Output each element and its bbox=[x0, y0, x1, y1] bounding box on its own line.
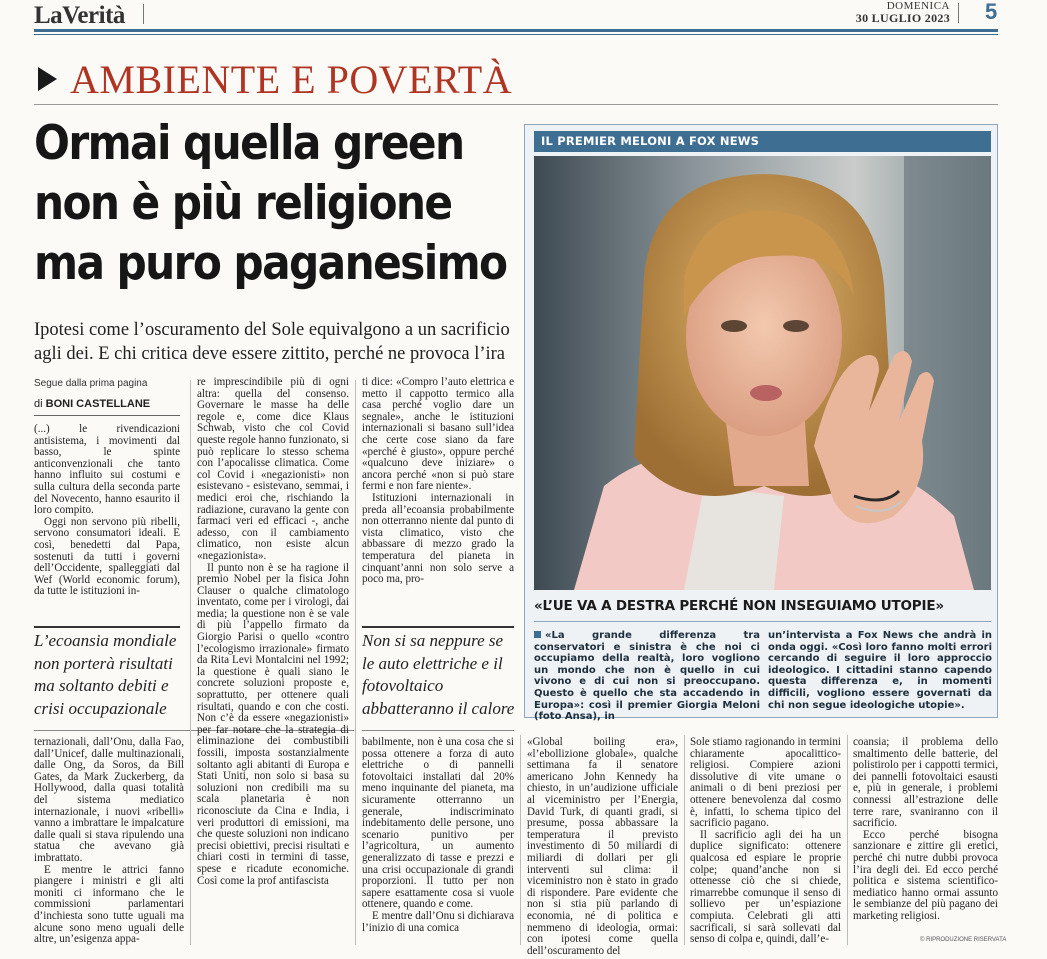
column-3-top bbox=[362, 377, 514, 586]
paragraph: Il punto non è se ha ragione il premio Nobel per la fisica John Clauser o qualche climatologo inventato, come per i virologi, dai media; la questione non è se vale di più l’appello firmato da Giorgio Parisi o quello «contro l’ecologismo irrazionale» firmato da Rita Levi Montalcini nel 1992; la questione è quali siano le concrete soluzioni proposte e, soprattutto, per ottenere quali risultati, quando e con che costi. Non c’è da essere «negazionisti» per far notare che la strategia di eliminazione dei combustibili fossili, imposta sostanzialmente soltanto agli abitanti di Europa e Stati Uniti, non solo si basa su soluzioni non credibili ma su scala planetaria è non riconosciute da Cina e India, i veri produttori di emissioni, ma che queste soluzioni non indicano precisi obiettivi, precisi risultati e chiari costi in termini di tasse, spese e ricadute economiche. Così come la prof antifascista bbox=[197, 561, 349, 887]
pull-quote-1: L’ecoansia mondiale non porterà risultati ma soltanto debiti e crisi occupazionale bbox=[34, 631, 177, 718]
author-name: BONI CASTELLANE bbox=[45, 398, 151, 410]
masthead-rule bbox=[34, 29, 998, 32]
headline-line-1: Ormai quella green bbox=[34, 116, 464, 171]
article-headline bbox=[34, 114, 507, 294]
photo-tag: IL PREMIER MELONI A FOX NEWS bbox=[534, 131, 991, 152]
byline bbox=[34, 398, 150, 410]
paragraph: Sole stiamo ragionando in termini chiaramente apocalittico-religiosi. Compiere azioni dissolutive di vite umane o animali o di beni preziosi per ottenere benevolenza dal cosmo è, infatti, lo schema tipico del sacrificio pagano. bbox=[690, 736, 841, 830]
masthead-day: DOMENICA bbox=[886, 0, 950, 12]
pull-quote-2: Non si sa neppure se le auto elettriche e il fotovoltaico abbatteranno il calore bbox=[362, 631, 515, 718]
pull-quote-rule-bottom bbox=[362, 730, 514, 731]
column-4 bbox=[527, 737, 678, 957]
photo-quote-title: «L’UE VA A DESTRA PERCHÉ NON INSEGUIAMO UTOPIE» bbox=[534, 598, 944, 614]
column-1-top bbox=[34, 424, 180, 598]
photo-illustration bbox=[534, 156, 991, 590]
column-divider bbox=[190, 380, 191, 945]
paragraph: E mentre le attrici fanno piangere i ministri e gli alti moniti ci informano che le commissioni parlamentari d’inchiesta sono tutte uguali ma alcune sono meno uguali delle altre, un’esigenza appa- bbox=[34, 863, 184, 946]
paragraph: Il sacrificio agli dei ha un duplice significato: ottenere qualcosa ed espiare le proprie colpe; quand’anche non si ottenesse ciò che si chiede, rimarrebbe comunque il senso di sollievo per un’espiazione compiuta. Celebrati gli atti sacrificali, si sarà sollevati dal senso di colpa e, quindi, dall’e- bbox=[690, 828, 841, 946]
paragraph: ternazionali, dall’Onu, dalla Fao, dall’Unicef, dalle multinazionali, dalle Ong, da Soros, da Bill Gates, da Mark Zuckerberg, da Hollywood, dalla quasi totalità del sistema mediatico internazionale, i nuovi «ribelli» vanno a imbrattare le impalcature dalle quali si stava ripulendo una statua che avevano già imbrattato. bbox=[34, 736, 184, 864]
pull-quote-rule bbox=[362, 626, 514, 628]
paragraph: Istituzioni internazionali in preda all’ecoansia probabilmente non otterranno niente dal punto di vista climatico, visto che abbassare di mezzo grado la temperatura del pianeta in cinquant’anni non solo serve a poco ma, pro- bbox=[362, 491, 514, 586]
copyright-notice: © RIPRODUZIONE RISERVATA bbox=[920, 937, 1007, 943]
masthead-date bbox=[800, 0, 950, 24]
section-title: AMBIENTE E POVERTÀ bbox=[70, 57, 513, 102]
article-subhead: Ipotesi come l’oscuramento del Sole equivalgono a un sacrificio agli dei. E chi critica deve essere zittito, perché ne provoca l’ira bbox=[34, 320, 510, 364]
photo-meloni bbox=[534, 156, 991, 590]
paragraph: Oggi non servono più ribelli, servono consumatori ideali. E così, benedetti dal Papa, sostenuti da tutti i governi dell’Occidente, spalleggiati dal Wef (World economic forum), da tutte le istituzioni in- bbox=[34, 515, 180, 598]
page-divider bbox=[958, 3, 959, 23]
section-rule bbox=[34, 104, 998, 105]
paragraph: «Global boiling era», «l’ebollizione globale», qualche settimana fa il senatore americano John Kennedy ha chiesto, in un’audizione ufficiale al viceministro per l’Energia, David Turk, di quanti gradi, si presume, possa abbassare la temperatura il previsto investimento di 50 miliardi di miliardi di dollari per gli interventi sul clima: il viceministro non è stato in grado di rispondere. Pare evidente che non si stia più parlando di economia, né di politica e nemmeno di ideologia, ormai: con ipotesi come quella dell’oscuramento del bbox=[527, 736, 678, 957]
paragraph: babilmente, non è una cosa che si possa ottenere a forza di auto elettriche o di pannelli fotovoltaici installati dal 20% meno inquinante del pianeta, ma sicuramente otterranno un generale, indiscriminato indebitamento delle persone, uno scenario punitivo per l’agricoltura, un aumento generalizzato di tasse e prezzi e una crisi occupazionale di grandi proporzioni. Il tutto per non sapere esattamente cosa si vuole ottenere, quando e come. bbox=[362, 736, 514, 911]
page-number: 5 bbox=[985, 0, 998, 24]
column-divider bbox=[355, 380, 356, 945]
column-divider bbox=[520, 735, 521, 945]
column-2 bbox=[197, 377, 349, 887]
paragraph: re imprescindibile più di ogni altra: quella del consenso. Governare le masse ha delle regole e, come dice Klaus Schwab, visto che col Covid queste regole hanno funzionato, si può replicare lo stesso schema con l’apocalisse climatica. Come col Covid i «negazionisti» non esistevano - esistevano, semmai, i medici eroi che, rischiando la radiazione, curavano la gente con farmaci veri ed efficaci -, anche adesso, con il cambiamento climatico, non esiste alcun «negazionista». bbox=[197, 376, 349, 562]
headline-line-2: non è più religione bbox=[34, 176, 452, 231]
paragraph: ti dice: «Compro l’auto elettrica e metto il cappotto termico alla casa perché voglio dare un segnale», anche le istituzioni internazionali si basano sull’idea che certe cose siano da fare «perché è giusto», oppure perché «qualcuno deve iniziare» o ancora perché «non si può stare fermi e non fare niente». bbox=[362, 376, 514, 493]
photo-caption-right: un’intervista a Fox News che andrà in onda oggi. «Così loro fanno molti errori cercando di seguire il loro approccio ideologico. I cittadini stanno capendo questa differenza e, in momenti difficili, vogliono essere governati da chi non segue ideologiche utopie». bbox=[768, 630, 992, 711]
headline-line-3: ma puro paganesimo bbox=[34, 236, 507, 291]
photo-caption-left bbox=[534, 630, 760, 723]
paragraph: (...) le rivendicazioni antisistema, i movimenti dal basso, le spinte anticonvenzionali che tanto hanno influito sui costumi e sulla cultura della seconda parte del Novecento, hanno esaurito il loro compito. bbox=[34, 423, 180, 517]
photo-quote-rule bbox=[534, 621, 991, 622]
column-divider bbox=[684, 735, 685, 945]
newspaper-logo: LaVerità bbox=[34, 2, 125, 29]
segue-note: Segue dalla prima pagina bbox=[34, 378, 148, 389]
paragraph: Ecco perché bisogna sanzionare e zittire gli eretici, perché chi nutre dubbi provoca l’ira degli dei. Ed ecco perché politica e sistema scientifico-mediatico hanno ormai assunto le sembianze del più pagano dei marketing religiosi. bbox=[853, 828, 998, 922]
column-3-bottom bbox=[362, 737, 514, 934]
column-5 bbox=[690, 737, 841, 946]
column-6 bbox=[853, 737, 998, 923]
byline-rule bbox=[34, 415, 180, 416]
byline-prefix: di bbox=[34, 398, 43, 410]
masthead-divider bbox=[143, 4, 144, 24]
paragraph: coansia; il problema dello smaltimento delle batterie, del polistirolo per i cappotti termici, dei pannelli fotovoltaici esausti e, più in generale, i problemi connessi all’estrazione delle terre rare, svaniranno con il sacrificio. bbox=[853, 736, 998, 830]
caption-square-icon bbox=[534, 631, 541, 638]
masthead-full-date: 30 LUGLIO 2023 bbox=[855, 11, 950, 25]
paragraph: E mentre dall’Onu si dichiarava l’inizio di una comica bbox=[362, 909, 514, 934]
column-divider bbox=[847, 735, 848, 945]
caption-left-text: «La grande differenza tra conservatori e sinistra è che noi ci occupiamo della realtà, loro vogliono un mondo che non è quello in cui vivono e di cui non si preoccupano. Questo è quello che sta accadendo in Europa»: così il premier Giorgia Meloni (foto Ansa), in bbox=[534, 630, 760, 723]
masthead-rule-thin bbox=[34, 34, 998, 35]
column-1-bottom bbox=[34, 737, 184, 946]
section-arrow-icon bbox=[38, 67, 57, 91]
pull-quote-rule bbox=[34, 626, 180, 628]
